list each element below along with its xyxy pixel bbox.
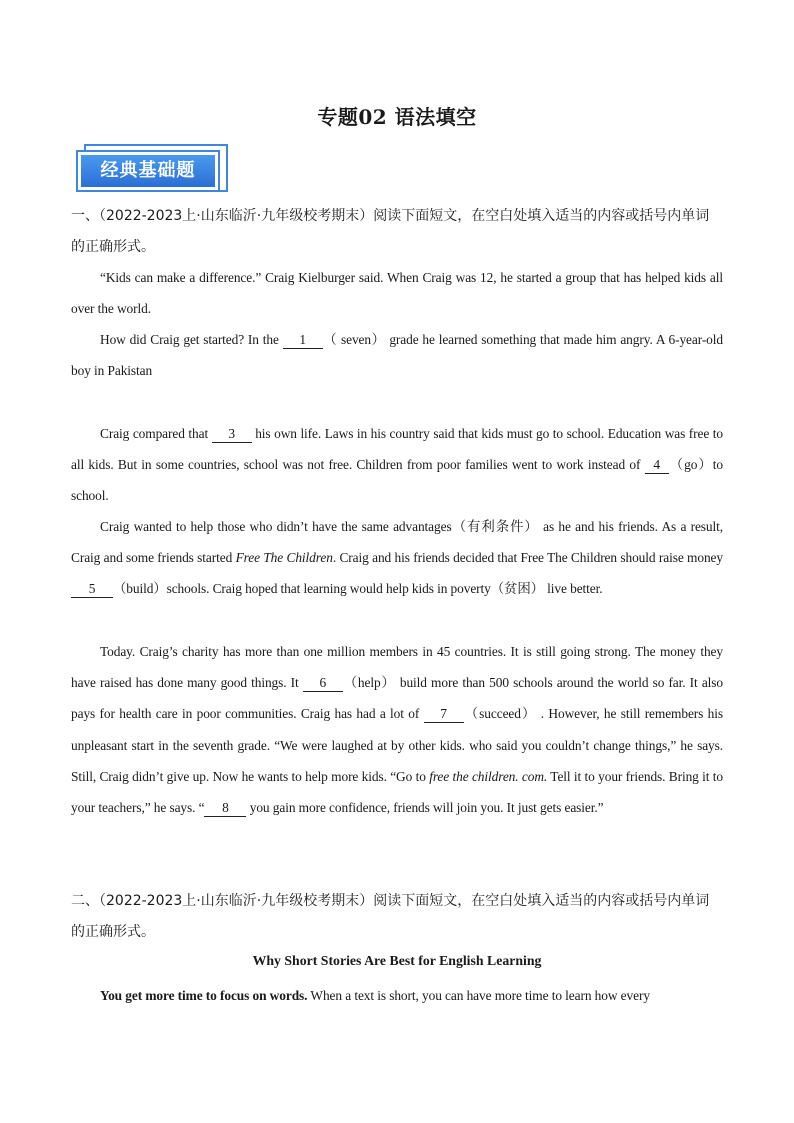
blank-6[interactable]: 6 xyxy=(303,675,343,692)
page-title: 专题02 语法填空 xyxy=(317,105,477,129)
blank-7[interactable]: 7 xyxy=(424,706,464,723)
blank-5[interactable]: 5 xyxy=(71,581,113,598)
blank-1[interactable]: 1 xyxy=(283,332,323,349)
blank-4[interactable]: 4 xyxy=(645,457,669,474)
badge-label: 经典基础题 xyxy=(78,152,218,190)
blank-3[interactable]: 3 xyxy=(212,426,252,443)
q1-paragraph-1: “Kids can make a difference.” Craig Kielburger said. When Craig was 12, he started a group that has helped kids all over the world. xyxy=(71,270,723,317)
q1-paragraph-2: How did Craig get started? In the 1 （ seven） grade he learned something that made him angry. A 6-year-old boy in Pakistan xyxy=(71,332,723,379)
blank-8[interactable]: 8 xyxy=(204,800,246,817)
section-badge xyxy=(78,144,228,194)
q1-paragraph-3: Craig compared that 3 his own life. Laws in his country said that kids must go to school. Education was free to all kids. But in some countries, school was not free. Children from poor families went to work instead of 4 （go）to school. xyxy=(71,426,723,504)
passage-title: Why Short Stories Are Best for English Learning xyxy=(252,953,542,968)
q1-paragraph-5: Today. Craig’s charity has more than one million members in 45 countries. It is still going strong. The money they have raised has done many good things. It 6 （help） build more than 500 schools around the world so far. It also pays for health care in poor communities. Craig has had a lot of 7 （succeed） . However, he still remembers his unpleasant start in the seventh grade. “We were laughed at by other kids. who said you couldn’t change things,” he says. Still, Craig didn’t give up. Now he wants to help more kids. “Go to free the children. com. Tell it to your friends. Bring it to your teachers,” he says. “ 8 you gain more confidence, friends will join you. It just gets easier.” xyxy=(71,644,724,816)
question-1-heading: 一、（2022-2023上·山东临沂·九年级校考期末）阅读下面短文，在空白处填入适当的内容或括号内单词的正确形式。 xyxy=(71,208,710,255)
q2-paragraph-1: You get more time to focus on words. When a text is short, you can have more time to learn how every xyxy=(100,988,650,1003)
q1-paragraph-4: Craig wanted to help those who didn’t have the same advantages（有利条件） as he and his friends. As a result, Craig and some friends started Free The Children. Craig and his friends decided that Free The Children should raise money 5 （build）schools. Craig hoped that learning would help kids in poverty（贫困） live better. xyxy=(71,519,723,597)
question-2-heading: 二、（2022-2023上·山东临沂·九年级校考期末）阅读下面短文，在空白处填入适当的内容或括号内单词的正确形式。 xyxy=(71,893,710,940)
